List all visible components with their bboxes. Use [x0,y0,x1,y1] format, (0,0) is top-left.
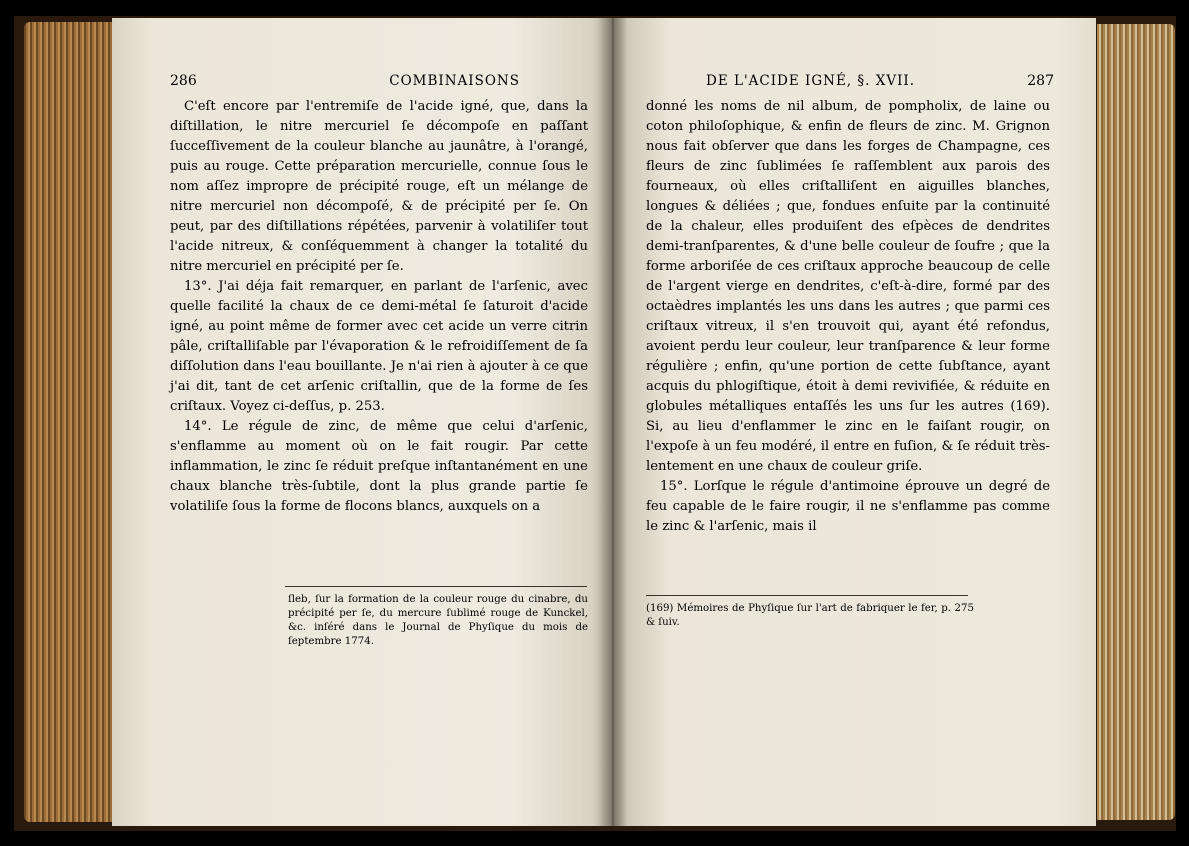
paragraph: 15°. Lorſque le régule d'antimoine éprouve un degré de feu capable de le faire rougir, il ne s'enflamme pas comme le zinc & l'arſenic, mais il [646,479,1050,534]
paragraph: 13°. J'ai déja fait remarquer, en parlant de l'arſenic, avec quelle facilité la chaux de ce demi-métal ſe ſaturoit d'acide igné, au point même de former avec cet acide un verre citrin pâle, criſtalliſable par l'évaporation & le refroidiſſement de ſa diſſolution dans l'eau bouillante. Je n'ai rien à ajouter à ce que j'ai dit, tant de cet arſenic criſtallin, que de la forme de ſes criſtaux. Voyez ci-deſſus, p. 253. [170,279,588,414]
right-page-number: 287 [1027,73,1054,89]
left-page-edges [24,22,122,822]
right-page-edges [1097,24,1175,820]
paragraph: 14°. Le régule de zinc, de même que celui d'arſenic, s'enflamme au moment où on le fait rougir. Par cette inflammation, le zinc ſe réduit preſque inſtantanément en une chaux blanche très-ſubtile, dont la plus grande partie ſe volatiliſe ſous la forme de flocons blancs, auxquels on a [170,419,588,514]
left-page-body [170,97,588,517]
left-footnote: ſleb, ſur la formation de la couleur rouge du cinabre, du précipité per ſe, du mercure ſublimé rouge de Kunckel, &c. inſéré dans le Journal de Phyſique du mois de ſeptembre 1774. [288,594,588,647]
paragraph: C'eſt encore par l'entremiſe de l'acide igné, que, dans la diſtillation, le nitre mercuriel ſe décompoſe en paſſant ſucceſſivement de la couleur blanche au jaunâtre, à l'orangé, puis au rouge. Cette préparation mercurielle, connue ſous le nom aſſez impropre de précipité rouge, eſt un mélange de nitre mercuriel non décompoſé, & de précipité per ſe. On peut, par des diſtillations répétées, parvenir à volatiliſer tout l'acide nitreux, & conſéquemment à changer la totalité du nitre mercuriel en précipité per ſe. [170,99,588,274]
left-running-head: COMBINAISONS [389,73,520,89]
left-page-header [170,73,590,89]
book-gutter [598,18,628,826]
footnote-rule [285,586,587,587]
right-running-head: DE L'ACIDE IGNÉ, §. XVII. [706,73,916,89]
footnote-rule [646,595,968,596]
paragraph: donné les noms de nil album, de pompholix, de laine ou coton philoſophique, & enfin de fleurs de zinc. M. Grignon nous fait obſerver que dans les forges de Champagne, ces fleurs de zinc ſublimées ſe raſſemblent aux parois des fourneaux, où elles criſtalliſent en aiguilles blanches, longues & déliées ; que, fondues enſuite par la continuité de la chaleur, elles produiſent des eſpèces de dendrites demi-tranſparentes, & d'une belle couleur de ſoufre ; que la forme arboriſée de ces criſtaux approche beaucoup de celle de l'argent vierge en dendrites, c'eſt-à-dire, formé par des octaèdres implantés les uns dans les autres ; que parmi ces criſtaux vitreux, il s'en trouvoit qui, ayant été refondus, avoient perdu leur couleur, leur tranſparence & leur forme régulière ; enfin, qu'une portion de cette ſubſtance, ayant acquis du phlogiſtique, étoit à demi revivifiée, & réduite en globules métalliques entaſſés les uns ſur les autres (169). Si, au lieu d'enflammer le zinc en le faiſant rougir, on l'expoſe à un feu modéré, il entre en fuſion, & ſe réduit très-lentement en une chaux de couleur griſe. [646,99,1050,474]
left-page-number: 286 [170,73,197,89]
right-page-body [646,97,1050,537]
right-page-header [646,73,1054,89]
right-footnote: (169) Mémoires de Phyſique ſur l'art de fabriquer le fer, p. 275 & ſuiv. [646,603,974,628]
